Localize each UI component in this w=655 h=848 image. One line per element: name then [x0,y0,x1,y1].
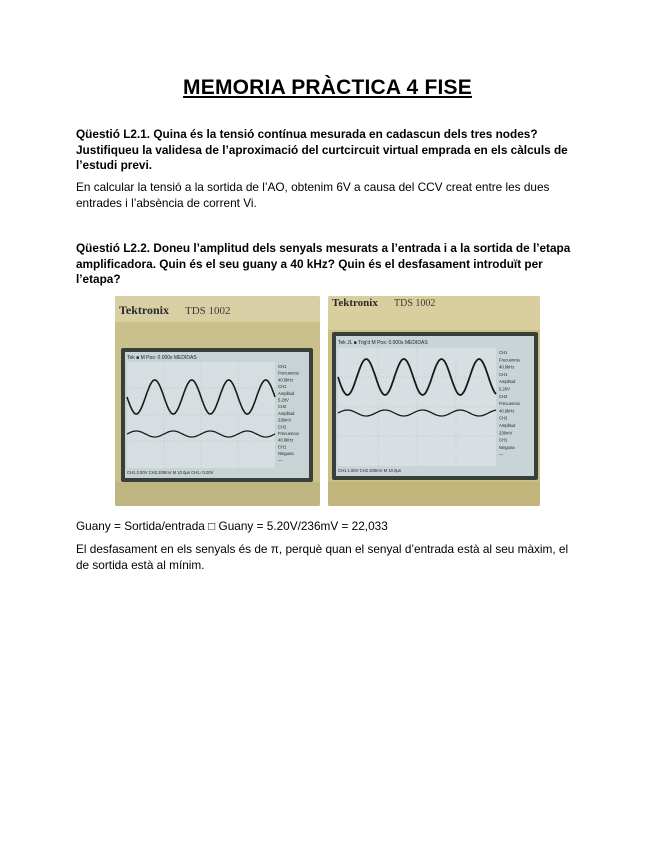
oscilloscope-photo-1 [115,296,320,506]
scope-menu-item: Amplitud [499,379,516,385]
question-l2-1: Qüestió L2.1. Quina és la tensió contínua mesurada en cadascun dels tres nodes? Justifiqueu la validesa de l’aproximació del curtcircuit virtual emprada en els càlculs de l’estudi previ. [76,127,568,172]
scope-menu-item: Amplitud [499,423,516,428]
scope-menu-item: CH2 [499,415,508,421]
question-l2-2: Qüestió L2.2. Doneu l’amplitud dels senyals mesurats a l’entrada i a la sortida de l’etapa amplificadora. Quin és el seu guany a 40 kHz? Quin és el desfasament introduït per l’etapa? [76,241,571,286]
scope-menu-item: 40.0kHz [499,364,515,370]
scope-menu-item: Ninguna [499,444,515,450]
scope-menu-item: Amplitud [278,410,295,416]
scope2-model: TDS 1002 [394,298,436,309]
scope1-header: Tek ■ M Pos: 0.000s MEDIDAS [127,355,197,361]
scope-menu-item: Frecuencia [278,370,299,376]
scope-menu-item: CH1 [278,384,287,390]
phase-answer: El desfasament en els senyals és de π, perquè quan el senyal d’entrada està al seu màxim, el de sortida està al mínim. [76,542,569,572]
scope-menu-item: CH1 [278,444,287,450]
scope-menu-item: CH1 [278,364,287,369]
scope-menu-item: 40.0kHz [278,377,294,383]
scope-menu-item: Frecuencia [499,401,520,407]
scope1-brand: Tektronix [119,303,170,317]
page-title: MEMORIA PRÀCTICA 4 FISE [183,76,472,99]
scope-menu-item: 236mV [278,417,292,423]
scope2-header: Tek JL ■ Trig'd M Pos: 0.000s MEDIDAS [338,340,428,346]
scope-menu-item: — [278,457,283,463]
scope-menu-item: 236mV [499,430,513,436]
gain-line: Guany = Sortida/entrada □ Guany = 5.20V/236mV = 22,033 [76,519,388,533]
scope-menu-item: — [499,452,504,458]
scope-menu-item: CH1 [499,371,508,377]
scope-menu-item: Ninguna [278,451,294,457]
scope1-footer-1: CH1 2.00V CH2 200mV M 10.0µs CH1 ∕ 0.00V [127,470,214,475]
scope-menu-item: 5.20V [499,386,510,392]
scope2-footer-1: CH1 1.00V CH2 200mV M 10.0µs [338,468,401,473]
scope-menu-item: Frecuencia [499,357,520,363]
scope-menu-item: 40.0kHz [499,408,515,414]
scope-menu-item: CH2 [278,404,287,410]
scope-menu-item: CH2 [499,393,508,399]
scope1-model: TDS 1002 [185,305,231,317]
scope-menu-item: 5.20V [278,397,289,403]
scope-menu-item: CH1 [499,437,508,443]
scope-menu-item: Amplitud [278,390,295,396]
scope-menu-item: 40.0kHz [278,437,294,443]
scope-menu-item: CH1 [499,350,508,355]
scope2-brand: Tektronix [332,297,378,309]
scope-menu-item: Frecuencia [278,431,299,436]
oscilloscope-photo-2 [328,296,540,506]
scope-menu-item: CH2 [278,424,287,430]
answer-l2-1: En calcular la tensió a la sortida de l’AO, obtenim 6V a causa del CCV creat entre les dues entrades i l’absència de corrent Vi. [76,180,550,210]
